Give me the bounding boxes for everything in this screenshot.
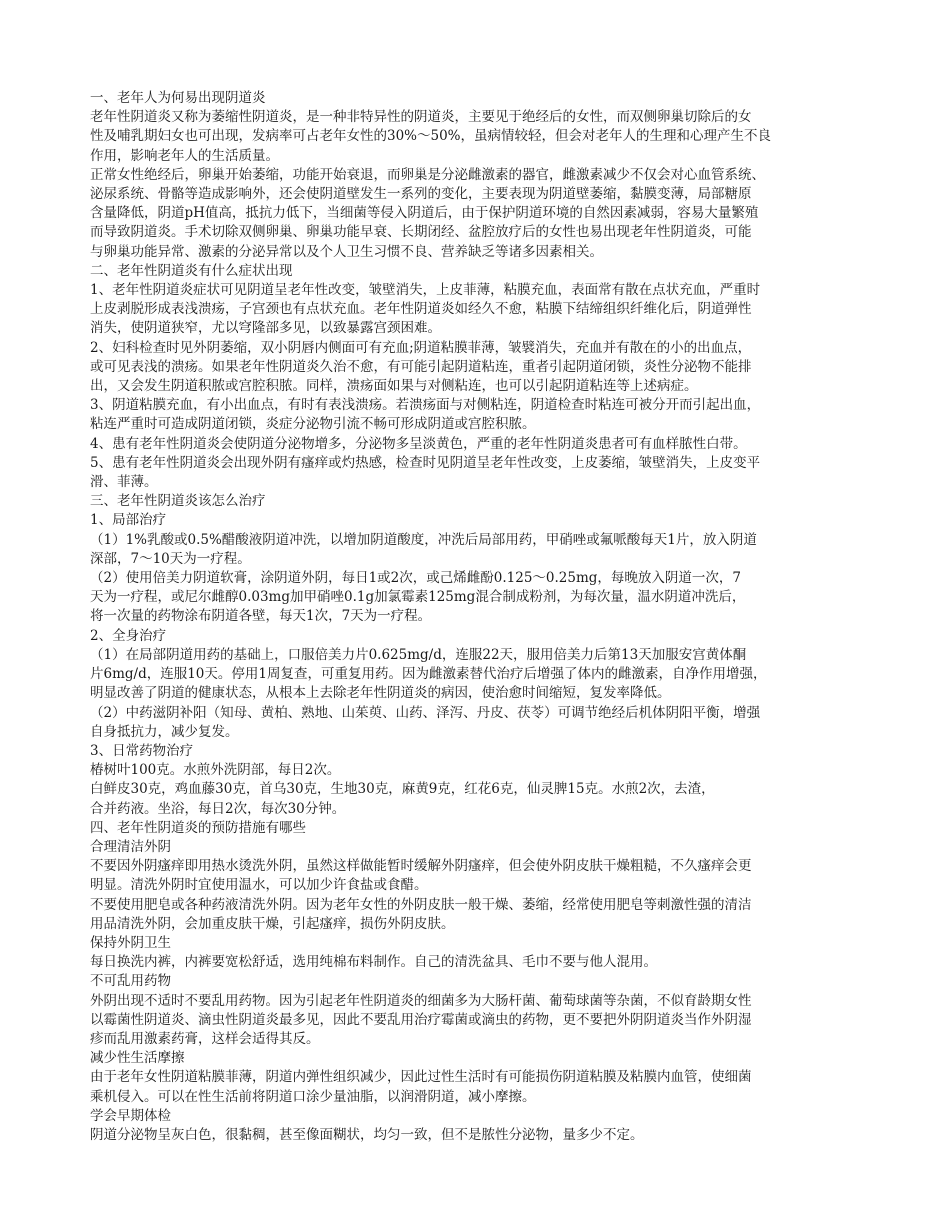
text-line: 疹而乱用激素药膏，这样会适得其反。 xyxy=(90,1030,320,1047)
text-line: 将一次量的药物涂布阴道各壁，每天1次，7天为一疗程。 xyxy=(90,608,432,625)
text-line: （1）在局部阴道用药的基础上，口服倍美力片0.625mg/d，连服22天，服用倍美力后第13天加服安宫黄体酮 xyxy=(90,646,747,663)
text-line: 乘机侵入。可以在性生活前将阴道口涂少量油脂，以润滑阴道，减小摩擦。 xyxy=(90,1088,536,1105)
text-line: 片6mg/d，连服10天。停用1周复查，可重复用药。因为雌激素替代治疗后增强了体内的雌激素，自净作用增强， xyxy=(90,666,767,683)
text-line: 每日换洗内裤，内裤要宽松舒适，选用纯棉布料制作。自己的清洗盆具、毛巾不要与他人混用。 xyxy=(90,954,657,971)
text-line: （2）中药滋阴补阳（知母、黄柏、熟地、山茱萸、山药、泽泻、丹皮、茯苓）可调节绝经后机体阴阳平衡，增强 xyxy=(90,704,761,721)
text-line: 或可见表浅的溃疡。如果老年性阴道炎久治不愈，有可能引起阴道粘连，重者引起阴道闭锁，炎性分泌物不能排 xyxy=(90,358,752,375)
text-line: 1、老年性阴道炎症状可见阴道呈老年性改变，皱壁消失，上皮菲薄，粘膜充血，表面常有散在点状充血，严重时 xyxy=(90,282,761,299)
text-line: 泌尿系统、骨骼等造成影响外，还会使阴道壁发生一系列的变化，主要表现为阴道壁萎缩，黏膜变薄，局部糖原 xyxy=(90,186,752,203)
text-line: 深部，7～10天为一疗程。 xyxy=(90,550,251,567)
text-line: 用品清洗外阴，会加重皮肤干燥，引起瘙痒，损伤外阴皮肤。 xyxy=(90,915,455,932)
text-line: 椿树叶100克。水煎外洗阴部，每日2次。 xyxy=(90,762,341,779)
text-line: 明显。清洗外阴时宜使用温水，可以加少许食盐或食醋。 xyxy=(90,877,428,894)
text-line: 正常女性绝经后，卵巢开始萎缩，功能开始衰退，而卵巢是分泌雌激素的器官，雌激素减少不仅会对心血管系统、 xyxy=(90,166,765,183)
text-line: 不要因外阴瘙痒即用热水烫洗外阴，虽然这样做能暂时缓解外阴瘙痒，但会使外阴皮肤干燥粗糙，不久瘙痒会更 xyxy=(90,858,752,875)
text-line: 作用，影响老年人的生活质量。 xyxy=(90,147,279,164)
text-line: 性及哺乳期妇女也可出现，发病率可占老年女性的30%～50%，虽病情较轻，但会对老年人的生理和心理产生不良 xyxy=(90,128,772,145)
text-line: 3、阴道粘膜充血，有小出血点，有时有表浅溃疡。若溃疡面与对侧粘连，阴道检查时粘连可被分开而引起出血， xyxy=(90,397,761,414)
section-heading: 一、老年人为何易出现阴道炎 xyxy=(90,90,266,106)
text-line: 外阴出现不适时不要乱用药物。因为引起老年性阴道炎的细菌多为大肠杆菌、葡萄球菌等杂菌，不似育龄期女性 xyxy=(90,992,752,1009)
text-line: 学会早期体检 xyxy=(90,1107,171,1124)
text-line: 不可乱用药物 xyxy=(90,973,171,990)
text-line: 出，又会发生阴道积脓或宫腔积脓。同样，溃疡面如果与对侧粘连，也可以引起阴道粘连等上述病症。 xyxy=(90,378,698,395)
text-line: 2、妇科检查时见外阴萎缩，双小阴唇内侧面可有充血;阴道粘膜菲薄，皱襞消失，充血并有散在的小的出血点， xyxy=(90,339,752,356)
text-line: 2、全身治疗 xyxy=(90,627,167,644)
document-body xyxy=(90,89,880,1145)
text-line: （2）使用倍美力阴道软膏，涂阴道外阴，每日1或2次，或己烯雌酚0.125～0.25mg，每晚放入阴道一次，7 xyxy=(90,570,742,587)
text-line: 合并药液。坐浴，每日2次，每次30分钟。 xyxy=(90,800,346,817)
text-line: 保持外阴卫生 xyxy=(90,934,171,951)
text-line: （1）1%乳酸或0.5%醋酸液阴道冲洗，以增加阴道酸度，冲洗后局部用药，甲硝唑或氟哌酸每天1片，放入阴道 xyxy=(90,531,757,548)
section-heading: 二、老年性阴道炎有什么症状出现 xyxy=(90,262,293,279)
text-line: 与卵巢功能异常、激素的分泌异常以及个人卫生习惯不良、营养缺乏等诸多因素相关。 xyxy=(90,243,603,260)
text-line: 4、患有老年性阴道炎会使阴道分泌物增多，分泌物多呈淡黄色，严重的老年性阴道炎患者可有血样脓性白带。 xyxy=(90,435,747,452)
text-line: 而导致阴道炎。手术切除双侧卵巢、卵巢功能早衰、长期闭经、盆腔放疗后的女性也易出现老年性阴道炎，可能 xyxy=(90,224,752,241)
section-heading: 三、老年性阴道炎该怎么治疗 xyxy=(90,493,266,510)
text-line: 减少性生活摩擦 xyxy=(90,1050,185,1067)
text-line: 自身抵抗力，减少复发。 xyxy=(90,723,239,740)
text-line: 老年性阴道炎又称为萎缩性阴道炎，是一种非特异性的阴道炎，主要见于绝经后的女性，而双侧卵巢切除后的女 xyxy=(90,109,752,126)
text-line: 天为一疗程，或尼尔雌醇0.03mg加甲硝唑0.1g加氯霉素125mg混合制成粉剂，为每次量，温水阴道冲洗后， xyxy=(90,589,746,606)
text-line: 3、日常药物治疗 xyxy=(90,742,194,759)
text-line: 以霉菌性阴道炎、滴虫性阴道炎最多见，因此不要乱用治疗霉菌或滴虫的药物，更不要把外阴阴道炎当作外阴湿 xyxy=(90,1011,752,1028)
text-line: 粘连严重时可造成阴道闭锁，炎症分泌物引流不畅可形成阴道或宫腔积脓。 xyxy=(90,416,536,433)
text-line: 阴道分泌物呈灰白色，很黏稠，甚至像面糊状，均匀一致，但不是脓性分泌物，量多少不定。 xyxy=(90,1126,644,1143)
text-line: 5、患有老年性阴道炎会出现外阴有瘙痒或灼热感，检查时见阴道呈老年性改变，上皮萎缩，皱壁消失，上皮变平 xyxy=(90,454,761,471)
text-line: 1、局部治疗 xyxy=(90,512,167,529)
section-heading: 四、老年性阴道炎的预防措施有哪些 xyxy=(90,819,306,836)
text-line: 由于老年女性阴道粘膜菲薄，阴道内弹性组织减少，因此过性生活时有可能损伤阴道粘膜及粘膜内血管，使细菌 xyxy=(90,1069,752,1086)
text-line: 滑、菲薄。 xyxy=(90,474,158,491)
text-line: 白鲜皮30克，鸡血藤30克，首乌30克，生地30克，麻黄9克，红花6克，仙灵脾15克。水煎2次，去渣， xyxy=(90,781,715,798)
text-line: 明显改善了阴道的健康状态，从根本上去除老年性阴道炎的病因，使治愈时间缩短，复发率降低。 xyxy=(90,685,671,702)
text-line: 不要使用肥皂或各种药液清洗外阴。因为老年女性的外阴皮肤一般干燥、萎缩，经常使用肥皂等刺激性强的清洁 xyxy=(90,896,752,913)
text-line: 含量降低，阴道pH值高，抵抗力低下，当细菌等侵入阴道后，由于保护阴道环境的自然因素减弱，容易大量繁殖 xyxy=(90,205,759,222)
text-line: 合理清洁外阴 xyxy=(90,838,171,855)
text-line: 上皮剥脱形成表浅溃疡，子宫颈也有点状充血。老年性阴道炎如经久不愈，粘膜下结缔组织纤维化后，阴道弹性 xyxy=(90,301,752,318)
text-line: 消失，使阴道狭窄，尤以穹隆部多见，以致暴露宫颈困难。 xyxy=(90,320,441,337)
